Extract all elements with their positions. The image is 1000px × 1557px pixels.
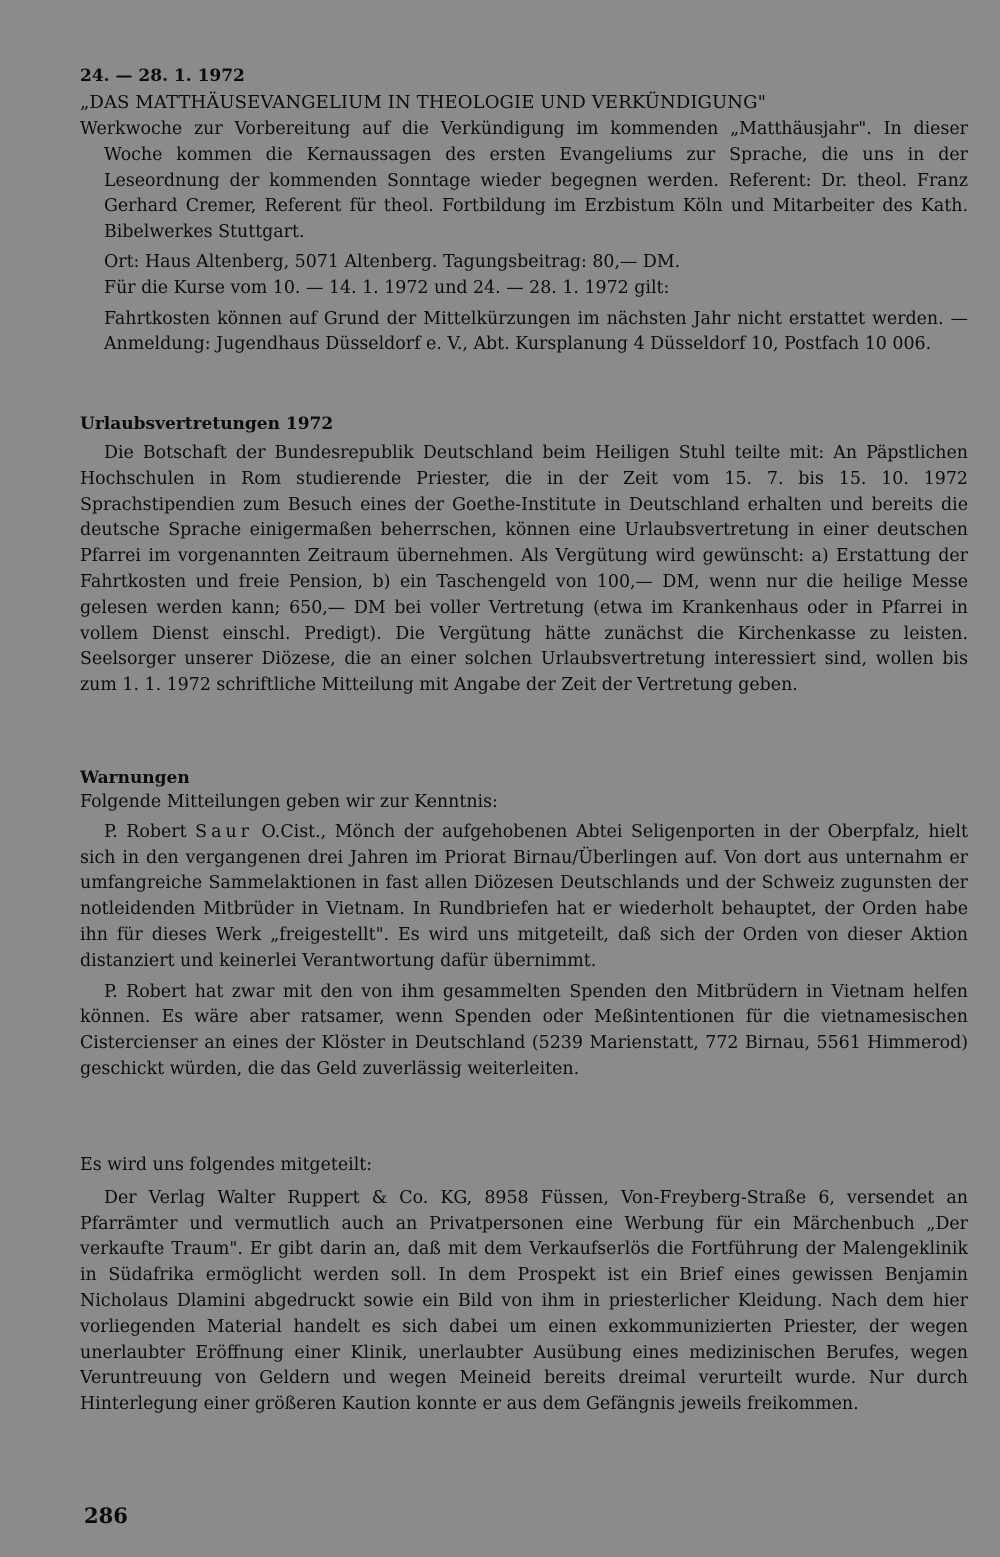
section-notice: [80, 1153, 968, 1418]
section-holiday-replacements: [80, 412, 968, 699]
notice-paragraph: Der Verlag Walter Ruppert & Co. KG, 8958 Füssen, Von-Freyberg-Straße 6, versendet an Pfarrämter und vermutlich auch an Privatpersonen eine Werbung für ein Märchenbuch „Der verkaufte Traum". Er gibt darin an, daß mit dem Verkaufserlös die Fortführung der Malengeklinik in Südafrika ermöglicht werden soll. In dem Prospekt ist ein Brief eines gewissen Benjamin Nicholaus Dlamini abgedruckt sowie ein Bild von ihm in priesterlicher Kleidung. Nach dem hier vorliegenden Material handelt es sich dabei um einen exkommunizierten Priester, der wegen unerlaubter Eröffnung einer Klinik, unerlaubter Ausübung eines medizinischen Berufes, wegen Veruntreuung von Geldern und wegen Meineid bereits dreimal verurteilt wurde. Nur durch Hinterlegung einer größeren Kaution konnte er aus dem Gefängnis jeweils freikommen.: [80, 1187, 968, 1415]
course-description: Werkwoche zur Vorbereitung auf die Verkündigung im kommenden „Matthäusjahr". In dieser Woche kommen die Kernaussagen des ersten Evangeliums zur Sprache, die uns in der Leseordnung der kommenden Sonntage wieder begegnen werden. Referent: Dr. theol. Franz Gerhard Cremer, Referent für theol. Fortbildung im Erzbistum Köln und Mitarbeiter des Kath. Bibelwerkes Stuttgart.: [80, 119, 968, 243]
course-location: Ort: Haus Altenberg, 5071 Altenberg. Tagungsbeitrag: 80,— DM.: [104, 251, 681, 272]
course-date: 24. — 28. 1. 1972: [80, 66, 245, 86]
text-fragment: O.Cist., Mönch der aufgehobenen Abtei Seligenporten in der Oberpfalz, hielt sich in den vergangenen drei Jahren im Priorat Birnau/Überlingen auf. Von dort aus unternahm er umfangreiche Sammelaktionen in fast allen Diözesen Deutschlands und der Schweiz zugunsten der notleidenden Mitbrüder in Vietnam. In Rundbriefen hat er wiederholt behauptet, der Orden habe ihn für dieses Werk „freigestellt". Es wird uns mitgeteilt, daß sich der Orden von dieser Aktion distanziert und keinerlei Verantwortung dafür übernimmt.: [80, 821, 968, 971]
spaced-name: Saur: [195, 821, 253, 842]
section-course: [80, 64, 968, 358]
warning-paragraph-2: P. Robert hat zwar mit den von ihm gesammelten Spenden den Mitbrüdern in Vietnam helfen können. Es wäre aber ratsamer, wenn Spenden oder Meßintentionen für die vietnamesischen Cistercienser an eines der Klöster in Deutschland (5239 Marienstatt, 772 Birnau, 5561 Himmerod) geschickt würden, die das Geld zuverlässig weiterleiten.: [80, 981, 968, 1079]
warnings-intro: Folgende Mitteilungen geben wir zur Kenntnis:: [80, 792, 498, 812]
warning-paragraph-1: [80, 820, 968, 975]
holiday-paragraph: Die Botschaft der Bundesrepublik Deutschland beim Heiligen Stuhl teilte mit: An Päpstlichen Hochschulen in Rom studierende Priester, die in der Zeit vom 15. 7. bis 15. 10. 1972 Sprachstipendien zum Besuch eines der Goethe-Institute in Deutschland erhalten und bereits die deutsche Sprache einigermaßen beherrschen, können eine Urlaubsvertretung in einer deutschen Pfarrei im vorgenannten Zeitraum übernehmen. Als Vergütung wird gewünscht: a) Erstattung der Fahrtkosten und freie Pension, b) ein Taschengeld von 100,— DM, wenn nur die heilige Messe gelesen werden kann; 650,— DM bei voller Vertretung (etwa im Krankenhaus oder in Pfarrei in vollem Dienst einschl. Predigt). Die Vergütung hätte zunächst die Kirchenkasse zu leisten. Seelsorger unserer Diözese, die an einer solchen Urlaubsvertretung interessiert sind, wollen bis zum 1. 1. 1972 schriftliche Mitteilung mit Angabe der Zeit der Vertretung geben.: [80, 443, 968, 696]
section-heading: Urlaubsvertretungen 1972: [80, 414, 334, 434]
page-number: 286: [84, 1503, 128, 1528]
text-fragment: P. Robert: [104, 821, 196, 842]
course-title: „DAS MATTHÄUSEVANGELIUM IN THEOLOGIE UND VERKÜNDIGUNG": [80, 92, 766, 113]
course-validity: Für die Kurse vom 10. — 14. 1. 1972 und 24. — 28. 1. 1972 gilt:: [104, 277, 670, 298]
section-warnings: [80, 766, 968, 1083]
notice-intro: Es wird uns folgendes mitgeteilt:: [80, 1155, 373, 1175]
section-heading: Warnungen: [80, 768, 190, 788]
course-travel-costs: Fahrtkosten können auf Grund der Mittelkürzungen im nächsten Jahr nicht erstattet werden. — Anmeldung: Jugendhaus Düsseldorf e. V., Abt. Kursplanung 4 Düsseldorf 10, Postfach 10 006.: [104, 308, 968, 355]
